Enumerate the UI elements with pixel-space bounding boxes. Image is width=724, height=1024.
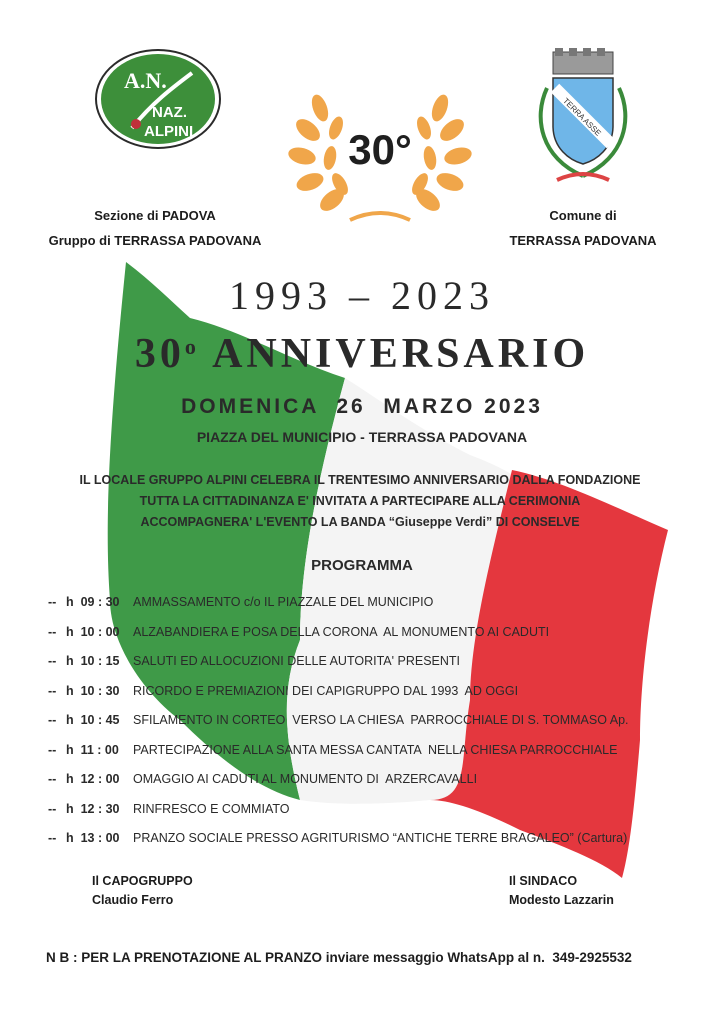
item-text: RINFRESCO E COMMIATO <box>133 801 290 816</box>
item-text: PRANZO SOCIALE PRESSO AGRITURISMO “ANTICHE TERRE BRAGALEO” (Cartura) <box>133 831 628 845</box>
bullet-dash: -- <box>48 801 57 816</box>
list-item <box>48 620 688 650</box>
item-time: h 10 : 45 <box>66 713 120 727</box>
item-time: h 12 : 30 <box>66 801 120 816</box>
anniversary-number: 30 <box>134 331 185 377</box>
item-time: h 10 : 15 <box>66 654 120 668</box>
item-text: ALZABANDIERA E POSA DELLA CORONA AL MONUMENTO AI CADUTI <box>133 624 550 639</box>
item-text: SALUTI ED ALLOCUZIONI DELLE AUTORITA' PRESENTI <box>133 654 461 668</box>
bullet-dash: -- <box>48 742 57 757</box>
item-time: h 11 : 00 <box>66 742 119 757</box>
band-name: “Giuseppe Verdi” <box>388 515 493 529</box>
item-time: h 13 : 00 <box>66 831 120 845</box>
signature-role: Il CAPOGRUPPO <box>92 874 193 888</box>
list-item <box>48 649 688 679</box>
item-text: PARTECIPAZIONE ALLA SANTA MESSA CANTATA NELLA CHIESA PARROCCHIALE <box>133 742 618 757</box>
years-heading: 1993 – 2023 <box>229 273 495 318</box>
note-body: inviare messaggio WhatsApp al n. 349-2925532 <box>325 950 632 965</box>
program-title: PROGRAMMA <box>311 557 413 574</box>
item-time: h 09 : 30 <box>66 595 120 609</box>
bullet-dash: -- <box>48 772 57 786</box>
list-item <box>48 767 688 797</box>
program-list <box>48 590 688 856</box>
intro-line-3c: DI CONSELVE <box>492 515 580 529</box>
item-time: h 10 : 30 <box>66 683 120 698</box>
organizer-caption <box>40 203 270 253</box>
logo-top-text: A.N. <box>124 68 167 93</box>
intro-line-1: IL LOCALE GRUPPO ALPINI CELEBRA IL TRENTESIMO ANNIVERSARIO DALLA FONDAZIONE <box>79 473 641 487</box>
intro-line-2: TUTTA LA CITTADINANZA E' INVITATA A PARTECIPARE ALLA CERIMONIA <box>139 494 581 508</box>
group-line: Gruppo di TERRASSA PADOVANA <box>48 233 262 248</box>
item-time: h 10 : 00 <box>66 624 120 639</box>
signature-name: Claudio Ferro <box>92 893 174 907</box>
intro-text <box>40 470 680 533</box>
list-item <box>48 590 688 620</box>
bullet-dash: -- <box>48 654 57 668</box>
group-leader-signature <box>92 872 193 910</box>
signature-role: Il SINDACO <box>509 874 578 888</box>
item-text: OMAGGIO AI CADUTI AL MONUMENTO DI ARZERCAVALLI <box>133 772 478 786</box>
signature-name: Modesto Lazzarin <box>509 893 614 907</box>
anniversary-laurel-emblem <box>280 88 480 228</box>
item-text: SFILAMENTO IN CORTEO VERSO LA CHIESA PARROCCHIALE DI S. TOMMASO Ap. <box>133 713 629 727</box>
anniversary-heading <box>0 330 724 378</box>
bullet-dash: -- <box>48 624 57 639</box>
list-item <box>48 826 688 856</box>
bullet-dash: -- <box>48 595 57 609</box>
section-line: Sezione di PADOVA <box>94 208 216 223</box>
municipal-coat-of-arms <box>527 48 639 198</box>
anniversary-ordinal: o <box>184 334 200 359</box>
town-line: TERRASSA PADOVANA <box>509 233 657 248</box>
anniversary-word: ANNIVERSARIO <box>212 331 590 377</box>
list-item <box>48 708 688 738</box>
municipality-caption <box>493 203 673 253</box>
booking-note <box>46 950 686 965</box>
item-text: RICORDO E PREMIAZIONI DEI CAPIGRUPPO DAL 1993 AD OGGI <box>133 683 519 698</box>
mayor-signature <box>509 872 614 910</box>
event-place: PIAZZA DEL MUNICIPIO - TERRASSA PADOVANA <box>196 429 528 445</box>
logo-bottom-text: ALPINI <box>144 123 194 140</box>
event-date: DOMENICA 26 MARZO 2023 <box>181 395 543 418</box>
emblem-30-text: 30° <box>348 126 412 173</box>
crest-scroll-text: TERRA ASSE <box>561 96 603 138</box>
logo-mid-text: NAZ. <box>152 104 187 121</box>
item-time: h 12 : 00 <box>66 772 120 786</box>
comune-line: Comune di <box>549 208 617 223</box>
list-item <box>48 797 688 827</box>
bullet-dash: -- <box>48 683 57 698</box>
item-text: AMMASSAMENTO c/o IL PIAZZALE DEL MUNICIPIO <box>133 595 434 609</box>
list-item <box>48 679 688 709</box>
intro-line-3 <box>40 512 680 533</box>
intro-line-3a: ACCOMPAGNERA' L'EVENTO LA BANDA <box>140 515 389 529</box>
bullet-dash: -- <box>48 713 57 727</box>
note-prefix: N B : PER LA PRENOTAZIONE AL PRANZO <box>46 950 326 965</box>
ana-alpini-logo <box>92 48 224 150</box>
bullet-dash: -- <box>48 831 57 845</box>
list-item <box>48 738 688 768</box>
